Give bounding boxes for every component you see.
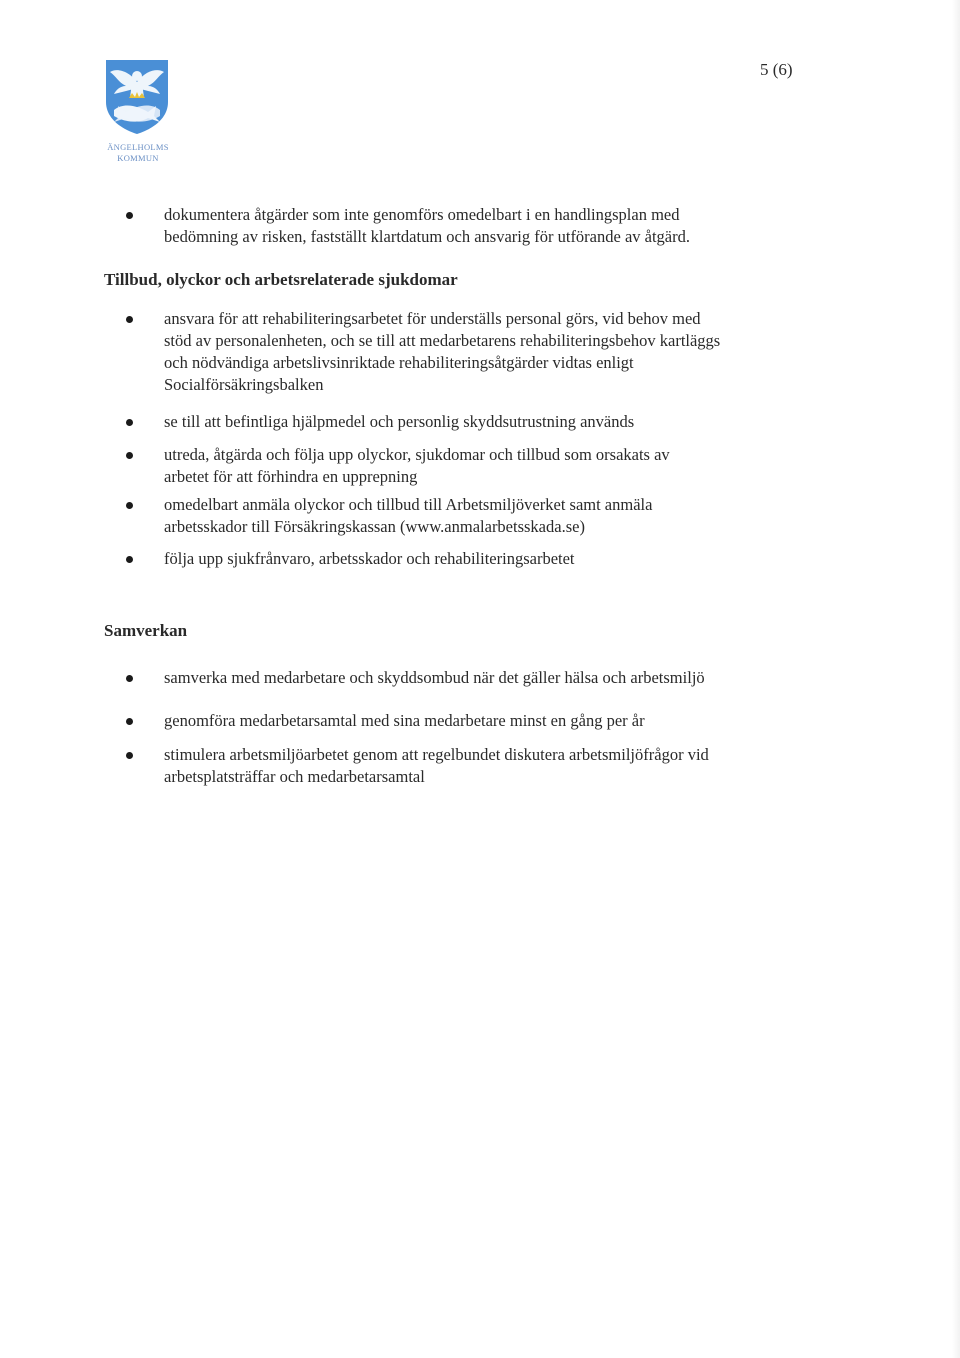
list-item bbox=[164, 444, 804, 488]
list-item bbox=[164, 548, 804, 570]
list-item-line: omedelbart anmäla olyckor och tillbud till Arbetsmiljöverket samt anmäla bbox=[164, 495, 653, 514]
list-item bbox=[164, 744, 804, 788]
logo-line-2: KOMMUN bbox=[117, 153, 159, 163]
page-edge bbox=[952, 0, 960, 1358]
municipality-logo bbox=[98, 58, 178, 168]
list-item bbox=[164, 204, 804, 248]
list-item bbox=[164, 308, 804, 396]
list-item-line: samverka med medarbetare och skyddsombud när det gäller hälsa och arbetsmiljö bbox=[164, 668, 705, 687]
bullet-icon bbox=[126, 675, 133, 682]
bullet-icon bbox=[126, 452, 133, 459]
list-item-line: Socialförsäkringsbalken bbox=[164, 375, 324, 394]
list-item-line: ansvara för att rehabiliteringsarbetet för underställs personal görs, vid behov med bbox=[164, 309, 701, 328]
bullet-icon bbox=[126, 212, 133, 219]
list-item bbox=[164, 710, 804, 732]
logo-line-1: ÄNGELHOLMS bbox=[107, 142, 169, 152]
list-item bbox=[164, 667, 804, 689]
list-item-line: utreda, åtgärda och följa upp olyckor, sjukdomar och tillbud som orsakats av bbox=[164, 445, 670, 464]
list-item-line: arbetsskador till Försäkringskassan (www.anmalarbetsskada.se) bbox=[164, 517, 585, 536]
page-number: 5 (6) bbox=[760, 60, 793, 79]
logo-text bbox=[98, 142, 178, 164]
list-item-line: arbetet för att förhindra en upprepning bbox=[164, 467, 418, 486]
bullet-icon bbox=[126, 556, 133, 563]
list-item-line: bedömning av risken, fastställt klartdatum och ansvarig för utförande av åtgärd. bbox=[164, 227, 691, 246]
bullet-icon bbox=[126, 419, 133, 426]
section-heading: Samverkan bbox=[104, 621, 188, 640]
list-item-line: stöd av personalenheten, och se till att medarbetarens rehabiliteringsbehov kartläggs bbox=[164, 331, 721, 350]
list-item-line: arbetsplatsträffar och medarbetarsamtal bbox=[164, 767, 425, 786]
list-item bbox=[164, 494, 804, 538]
list-item-line: och nödvändiga arbetslivsinriktade rehabiliteringsåtgärder vidtas enligt bbox=[164, 353, 634, 372]
list-item bbox=[164, 411, 804, 433]
list-item-line: dokumentera åtgärder som inte genomförs omedelbart i en handlingsplan med bbox=[164, 205, 680, 224]
bullet-icon bbox=[126, 752, 133, 759]
bullet-icon bbox=[126, 718, 133, 725]
list-item-line: se till att befintliga hjälpmedel och personlig skyddsutrustning används bbox=[164, 412, 635, 431]
bullet-icon bbox=[126, 502, 133, 509]
bullet-icon bbox=[126, 316, 133, 323]
list-item-line: följa upp sjukfrånvaro, arbetsskador och rehabiliteringsarbetet bbox=[164, 549, 575, 568]
list-item-line: genomföra medarbetarsamtal med sina medarbetare minst en gång per år bbox=[164, 711, 645, 730]
section-heading: Tillbud, olyckor och arbetsrelaterade sjukdomar bbox=[104, 270, 458, 289]
list-item-line: stimulera arbetsmiljöarbetet genom att regelbundet diskutera arbetsmiljöfrågor vid bbox=[164, 745, 709, 764]
coat-of-arms-icon bbox=[104, 58, 170, 136]
